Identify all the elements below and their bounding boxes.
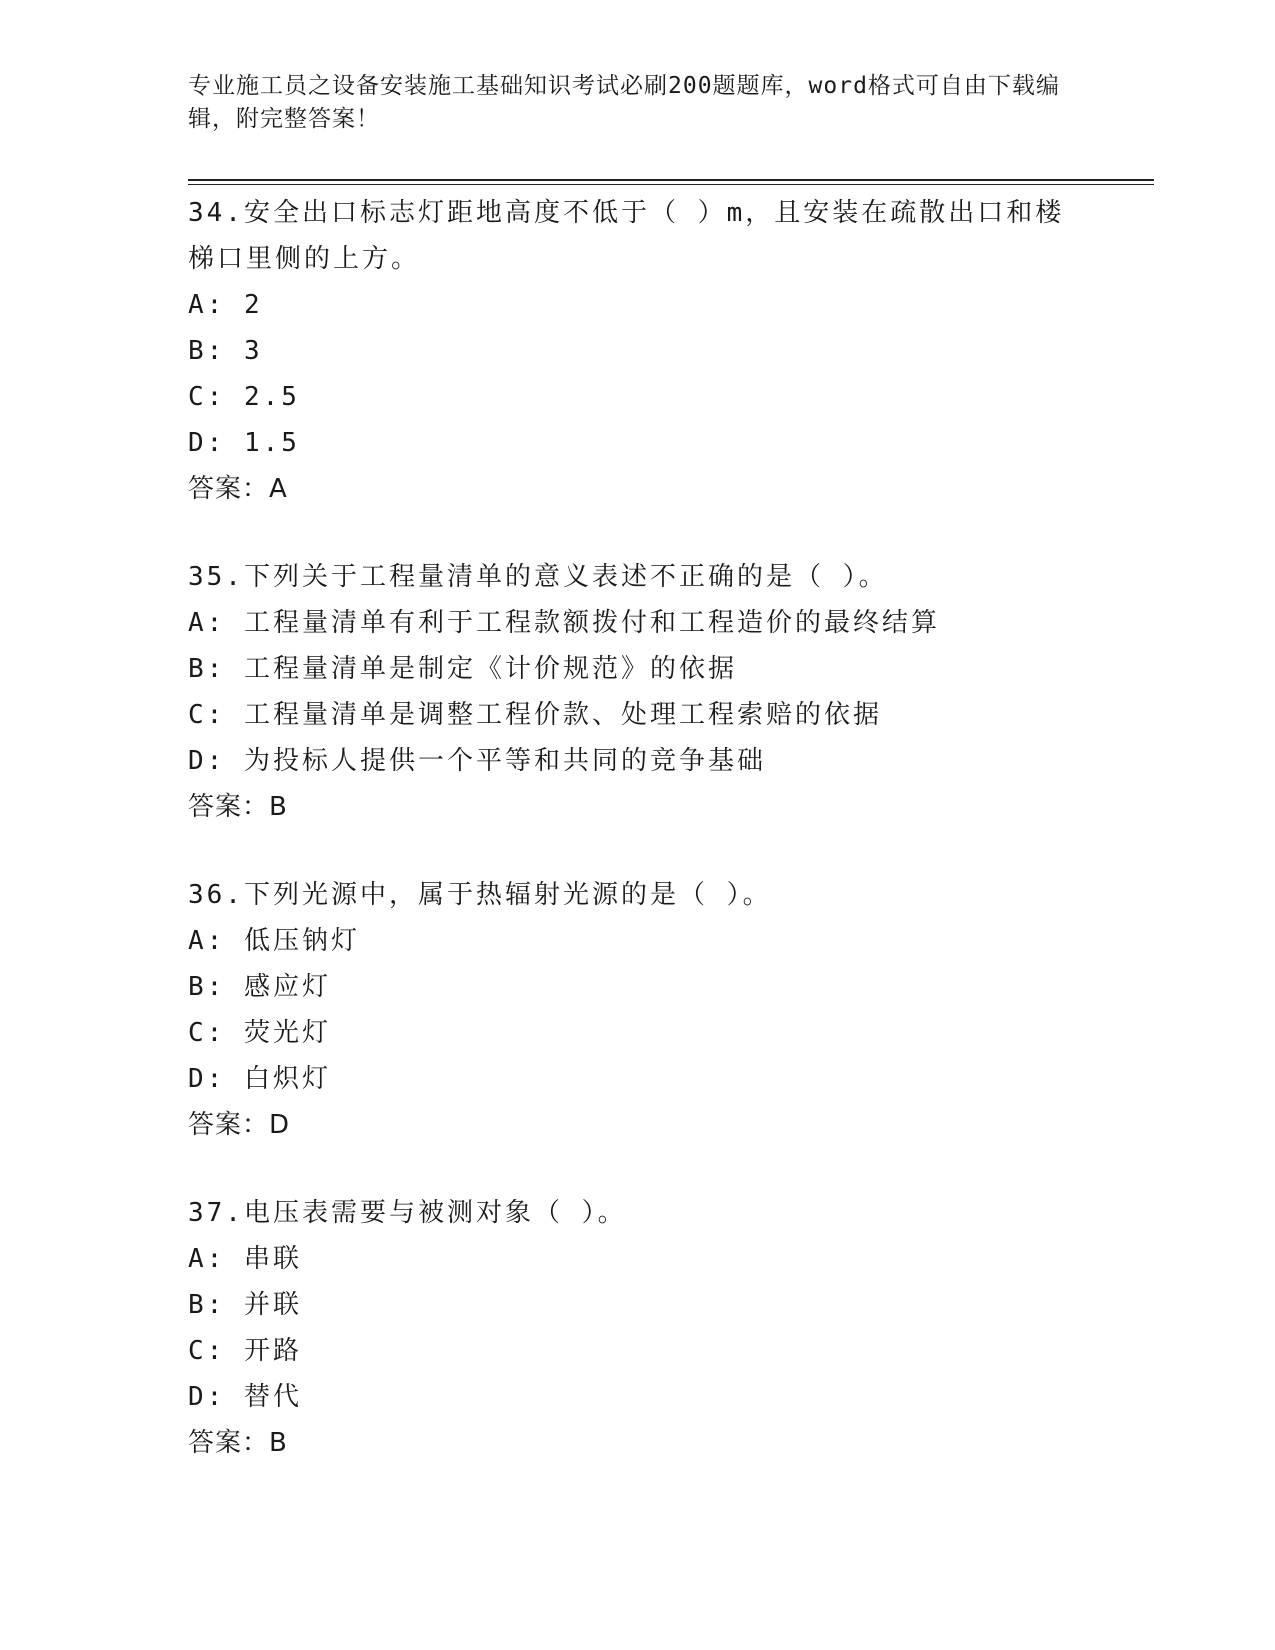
answer: 答案：B	[188, 792, 288, 822]
header-rule-thin	[188, 184, 1154, 185]
question-34	[188, 190, 1148, 512]
option-c: C: 工程量清单是调整工程价款、处理工程索赔的依据	[188, 700, 882, 730]
option-b: B: 工程量清单是制定《计价规范》的依据	[188, 654, 737, 684]
question-35	[188, 554, 1148, 830]
question-text: 37.电压表需要与被测对象（ ）。	[188, 1198, 627, 1228]
option-c: C: 荧光灯	[188, 1018, 331, 1048]
question-text: 35.下列关于工程量清单的意义表述不正确的是（ ）。	[188, 562, 888, 592]
header-rule-thick	[188, 179, 1154, 181]
question-text: 34.安全出口标志灯距地高度不低于（ ）m，且安装在疏散出口和楼梯口里侧的上方。	[188, 198, 1065, 274]
option-c: C: 开路	[188, 1336, 302, 1366]
option-d: D: 替代	[188, 1382, 302, 1412]
option-a: A: 工程量清单有利于工程款额拨付和工程造价的最终结算	[188, 608, 940, 638]
answer: 答案：A	[188, 474, 288, 504]
document-header: 专业施工员之设备安装施工基础知识考试必刷200题题库，word格式可自由下载编辑，附完整答案！	[188, 73, 1060, 132]
question-text: 36.下列光源中，属于热辐射光源的是（ ）。	[188, 880, 772, 910]
question-list	[188, 190, 1148, 1508]
option-d: D: 1.5	[188, 428, 300, 458]
question-36	[188, 872, 1148, 1148]
option-b: B: 3	[188, 336, 263, 366]
answer: 答案：D	[188, 1110, 291, 1140]
answer: 答案：B	[188, 1428, 288, 1458]
option-c: C: 2.5	[188, 382, 300, 412]
option-b: B: 感应灯	[188, 972, 331, 1002]
option-d: D: 白炽灯	[188, 1064, 331, 1094]
option-b: B: 并联	[188, 1290, 302, 1320]
option-a: A: 串联	[188, 1244, 302, 1274]
option-d: D: 为投标人提供一个平等和共同的竞争基础	[188, 746, 766, 776]
option-a: A: 低压钠灯	[188, 926, 360, 956]
option-a: A: 2	[188, 290, 263, 320]
question-37	[188, 1190, 1148, 1466]
